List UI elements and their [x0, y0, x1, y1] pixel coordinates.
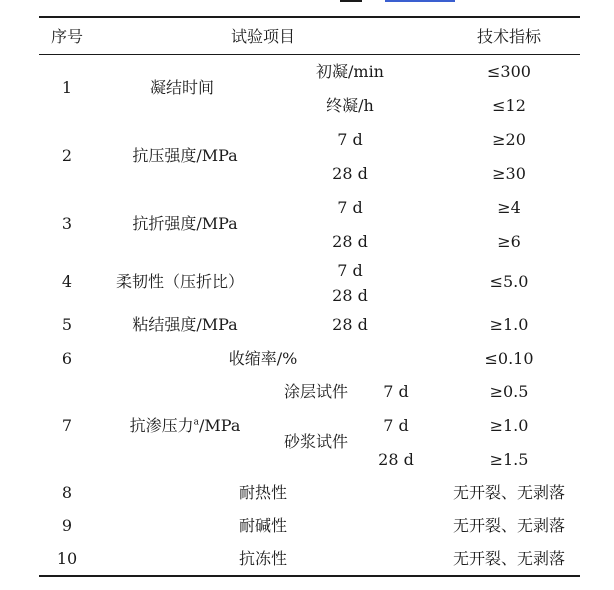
header-item: 试验项目	[230, 27, 296, 46]
row-1-item: 凝结时间	[149, 78, 215, 97]
row-3-cond-2: 28 d	[332, 232, 368, 251]
row-4-item: 柔韧性（压折比）	[115, 272, 245, 291]
row-7-group-2-value-2: ≥1.5	[489, 450, 529, 469]
row-3-cond-1: 7 d	[337, 198, 363, 217]
row-2-value-2: ≥30	[492, 164, 526, 183]
row-1-cond-2: 终凝/h	[326, 96, 374, 115]
row-1-value-1: ≤300	[487, 62, 531, 81]
row-5-no: 5	[61, 315, 73, 334]
row-7-item-prefix: 抗渗压力	[129, 416, 194, 435]
row-2-item: 抗压强度/MPa	[132, 146, 238, 165]
row-9-item: 耐碱性	[238, 516, 288, 535]
row-9-no: 9	[61, 516, 73, 535]
caption-remnant	[340, 0, 362, 2]
row-3-no: 3	[61, 214, 73, 233]
row-8-value: 无开裂、无剥落	[452, 483, 566, 502]
row-7-group-1-cond: 7 d	[383, 382, 409, 401]
row-2-cond-1: 7 d	[337, 130, 363, 149]
top-rule	[39, 16, 580, 18]
row-1-no: 1	[61, 78, 73, 97]
caption-remnant	[385, 0, 455, 2]
row-1-value-2: ≤12	[492, 96, 526, 115]
row-10-item: 抗冻性	[238, 549, 288, 568]
bottom-rule	[39, 575, 580, 577]
row-7-item-footnote: a	[193, 417, 200, 428]
row-4-cond-1: 7 d	[337, 261, 363, 280]
row-9-value: 无开裂、无剥落	[452, 516, 566, 535]
row-7-item	[130, 416, 241, 436]
header-no: 序号	[50, 27, 84, 46]
row-7-no: 7	[61, 416, 73, 435]
row-5-item: 粘结强度/MPa	[132, 315, 238, 334]
row-3-value-2: ≥6	[497, 232, 521, 251]
row-7-group-2-name: 砂浆试件	[283, 432, 349, 451]
row-4-cond-2: 28 d	[332, 286, 368, 305]
row-10-value: 无开裂、无剥落	[452, 549, 566, 568]
row-2-cond-2: 28 d	[332, 164, 368, 183]
row-5-cond: 28 d	[332, 315, 368, 334]
row-8-item: 耐热性	[238, 483, 288, 502]
row-4-value: ≤5.0	[489, 272, 529, 291]
row-6-no: 6	[61, 349, 73, 368]
row-7-group-2-cond-1: 7 d	[383, 416, 409, 435]
row-7-item-suffix: /MPa	[199, 416, 241, 435]
row-2-no: 2	[61, 146, 73, 165]
row-7-group-1-name: 涂层试件	[283, 382, 349, 401]
row-10-no: 10	[56, 549, 78, 568]
row-7-group-2-cond-2: 28 d	[378, 450, 414, 469]
row-2-value-1: ≥20	[492, 130, 526, 149]
row-1-cond-1: 初凝/min	[316, 62, 384, 81]
row-3-value-1: ≥4	[497, 198, 521, 217]
row-8-no: 8	[61, 483, 73, 502]
row-5-value: ≥1.0	[489, 315, 529, 334]
row-4-no: 4	[61, 272, 73, 291]
header-spec: 技术指标	[476, 27, 542, 46]
row-7-group-1-value: ≥0.5	[489, 382, 529, 401]
header-rule	[39, 54, 580, 55]
row-7-group-2-value-1: ≥1.0	[489, 416, 529, 435]
row-6-item: 收缩率/%	[228, 349, 298, 368]
row-6-value: ≤0.10	[484, 349, 534, 368]
row-3-item: 抗折强度/MPa	[132, 214, 238, 233]
